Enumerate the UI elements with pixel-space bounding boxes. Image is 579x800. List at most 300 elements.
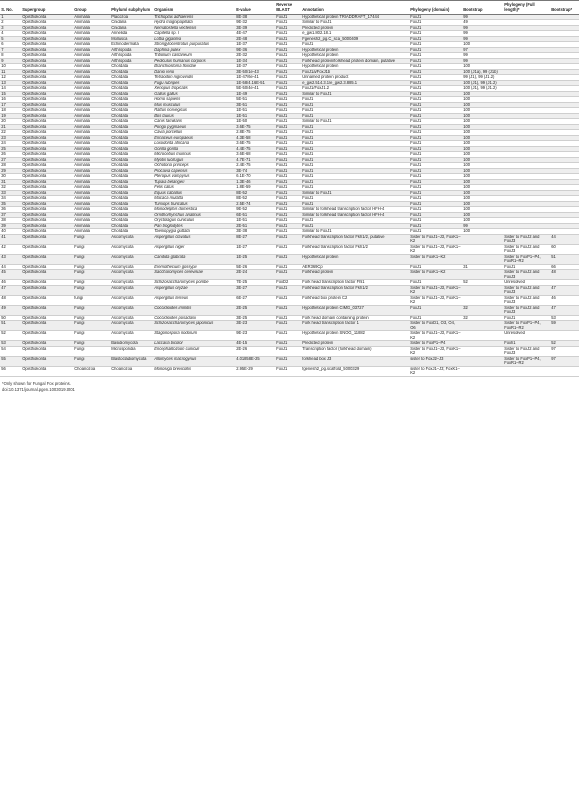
cell-organism: Taeniopygia guttata bbox=[153, 229, 235, 235]
cell-phylogeny-full: Sister to FoxJ2 and FoxJ3 bbox=[503, 244, 550, 254]
cell-reverse-blast: FoxJ1 bbox=[275, 119, 301, 125]
cell-reverse-blast: FoxJ1 bbox=[275, 108, 301, 114]
cell-sno: 9 bbox=[0, 58, 21, 64]
cell-evalue: 9E-36 bbox=[235, 47, 275, 53]
cell-sno: 36 bbox=[0, 207, 21, 213]
cell-organism: Schizosaccharomyces japonicus bbox=[153, 321, 235, 331]
cell-phylogeny-domain: FoxJ1 bbox=[409, 20, 462, 26]
header-group: Group bbox=[73, 1, 110, 15]
cell-bootstrap: 99 bbox=[462, 31, 503, 37]
cell-organism: Candida glabrata bbox=[153, 254, 235, 264]
cell-evalue: 3.6E-75 bbox=[235, 141, 275, 147]
cell-evalue: 9E-23 bbox=[235, 331, 275, 341]
cell-phylogeny-domain: FoxJ1 bbox=[409, 157, 462, 163]
cell-bootstrap bbox=[462, 321, 503, 331]
cell-evalue: 3E-74 bbox=[235, 168, 275, 174]
cell-annotation: FoxJ1 bbox=[301, 42, 409, 48]
cell-evalue: 1E-34 bbox=[235, 58, 275, 64]
cell-bootstrap-full: 46 bbox=[550, 295, 579, 305]
cell-annotation: FoxJ1 bbox=[301, 102, 409, 108]
cell-annotation: Similar to FoxJ1 bbox=[301, 91, 409, 97]
cell-phylum: Mollusca bbox=[110, 36, 153, 42]
cell-phylum: Chordata bbox=[110, 146, 153, 152]
cell-supergroup: Opisthokonta bbox=[21, 331, 73, 341]
cell-evalue: 3E-27 bbox=[235, 285, 275, 295]
cell-bootstrap-full: 47 bbox=[550, 285, 579, 295]
cell-phylogeny-full bbox=[503, 366, 550, 376]
cell-annotation: e_gw1.802.18.1 bbox=[301, 31, 409, 37]
cell-supergroup: Opisthokonta bbox=[21, 47, 73, 53]
cell-evalue: 2.4E-75 bbox=[235, 163, 275, 169]
cell-phylogeny-domain: Sister to FoxP1–P4 bbox=[409, 341, 462, 347]
cell-supergroup: Opisthokonta bbox=[21, 218, 73, 224]
cell-sno: 4 bbox=[0, 31, 21, 37]
cell-group: Animalia bbox=[73, 185, 110, 191]
cell-group: Animalia bbox=[73, 196, 110, 202]
cell-sno: 30 bbox=[0, 174, 21, 180]
cell-organism: Lottia gigantea bbox=[153, 36, 235, 42]
cell-phylum: Ascomycota bbox=[110, 285, 153, 295]
cell-supergroup: Opisthokonta bbox=[21, 53, 73, 59]
cell-sno: 23 bbox=[0, 135, 21, 141]
cell-group: Animalia bbox=[73, 14, 110, 20]
cell-annotation: Fork head transcription factor 1 bbox=[301, 321, 409, 331]
cell-supergroup: Opisthokonta bbox=[21, 346, 73, 356]
cell-group: Animalia bbox=[73, 36, 110, 42]
cell-supergroup: Opisthokonta bbox=[21, 97, 73, 103]
cell-sno: 56 bbox=[0, 366, 21, 376]
table-row bbox=[0, 295, 579, 305]
cell-phylum: Chordata bbox=[110, 163, 153, 169]
cell-phylum: Chordata bbox=[110, 108, 153, 114]
cell-organism: Daphnia pulex bbox=[153, 47, 235, 53]
cell-phylum: Chordata bbox=[110, 130, 153, 136]
cell-evalue: 4.7E-71 bbox=[235, 157, 275, 163]
table-row bbox=[0, 321, 579, 331]
cell-reverse-blast: FoxJ1 bbox=[275, 124, 301, 130]
cell-bootstrap-full: 52 bbox=[550, 341, 579, 347]
cell-supergroup: Opisthokonta bbox=[21, 31, 73, 37]
cell-phylogeny-domain: sister to FoxJ1–J3; FoxK1–K2 bbox=[409, 366, 462, 376]
cell-sno: 32 bbox=[0, 185, 21, 191]
cell-organism: Aspergillus terreus bbox=[153, 295, 235, 305]
cell-reverse-blast: FoxJ1 bbox=[275, 295, 301, 305]
cell-supergroup: Opisthokonta bbox=[21, 295, 73, 305]
cell-supergroup: Opisthokonta bbox=[21, 163, 73, 169]
cell-supergroup: Opisthokonta bbox=[21, 356, 73, 366]
cell-sno: 41 bbox=[0, 234, 21, 244]
cell-organism: Allomyces macrogynus bbox=[153, 356, 235, 366]
cell-phylogeny-full: Sister to FoxJ2 and FoxJ3 bbox=[503, 270, 550, 280]
cell-bootstrap: 100 bbox=[462, 124, 503, 130]
cell-supergroup: Opisthokonta bbox=[21, 190, 73, 196]
cell-phylogeny-domain: FoxJ1 bbox=[409, 102, 462, 108]
cell-phylum: Ascomycota bbox=[110, 234, 153, 244]
cell-sno: 31 bbox=[0, 179, 21, 185]
cell-group: Animalia bbox=[73, 146, 110, 152]
cell-annotation: FoxJ1 bbox=[301, 185, 409, 191]
cell-annotation: FoxJ1 bbox=[301, 168, 409, 174]
cell-supergroup: Opisthokonta bbox=[21, 168, 73, 174]
header-organism: Organism bbox=[153, 1, 235, 15]
cell-reverse-blast: FoxJ1 bbox=[275, 58, 301, 64]
cell-annotation: AER369Cp bbox=[301, 264, 409, 270]
cell-phylogeny-domain: FoxJ1 bbox=[409, 97, 462, 103]
cell-phylogeny-full: Sister to FoxJ2 and FoxJ3 bbox=[503, 285, 550, 295]
cell-bootstrap: 99 (J1), 99 (J1.2) bbox=[462, 75, 503, 81]
cell-organism: Felis catus bbox=[153, 185, 235, 191]
cell-phylogeny-domain: FoxJ1 bbox=[409, 146, 462, 152]
cell-phylogeny-domain: Sister to FoxJ1–J3, FoxK1–K2 bbox=[410, 295, 461, 304]
cell-organism: Trichoplax adhaerens bbox=[153, 14, 235, 20]
cell-bootstrap-full: 53 bbox=[550, 315, 579, 321]
cell-phylogeny-domain: Sister to FoxJ1–J3, FoxK1–K2 bbox=[410, 234, 461, 243]
cell-bootstrap: 100 bbox=[462, 97, 503, 103]
cell-sno: 16 bbox=[0, 97, 21, 103]
cell-evalue: 1E-47/6e-41 bbox=[235, 75, 275, 81]
cell-sno: 52 bbox=[0, 331, 21, 341]
cell-phylogeny-domain: FoxJ1 bbox=[409, 179, 462, 185]
cell-phylogeny-full: Sister to FoxP1–P4, FoxR1–R2 bbox=[503, 254, 550, 264]
cell-group: Fungi bbox=[73, 285, 110, 295]
cell-phylogeny-domain: FoxJ1 bbox=[409, 47, 462, 53]
cell-phylogeny-domain: FoxJ1 bbox=[409, 218, 462, 224]
table-body bbox=[0, 14, 579, 376]
cell-bootstrap: 99 bbox=[462, 223, 503, 229]
cell-reverse-blast: FoxJ1 bbox=[275, 264, 301, 270]
cell-evalue: 2.8E-75 bbox=[235, 130, 275, 136]
cell-bootstrap bbox=[462, 346, 503, 356]
cell-bootstrap: 100 bbox=[462, 168, 503, 174]
cell-sno: 29 bbox=[0, 168, 21, 174]
cell-annotation: Hypothetical protein bbox=[301, 53, 409, 59]
cell-reverse-blast: FoxJ1 bbox=[275, 135, 301, 141]
cell-annotation: FoxJ1 bbox=[301, 223, 409, 229]
header-supergroup: Supergroup bbox=[21, 1, 73, 15]
cell-phylum: Ascomycota bbox=[110, 305, 153, 315]
cell-annotation: Hypothetical protein TRIADDRAFT_17444 bbox=[301, 14, 409, 20]
cell-phylogeny-domain: FoxJ1 bbox=[409, 315, 462, 321]
cell-supergroup: Opisthokonta bbox=[21, 305, 73, 315]
cell-evalue: 5E-50/4e-41 bbox=[235, 86, 275, 92]
cell-organism: Pongo pygmaeus bbox=[153, 124, 235, 130]
cell-phylogeny-domain: FoxJ1 bbox=[409, 229, 462, 235]
cell-supergroup: Opisthokonta bbox=[21, 124, 73, 130]
cell-supergroup: Opisthokonta bbox=[21, 141, 73, 147]
cell-bootstrap: 100 bbox=[462, 135, 503, 141]
cell-reverse-blast: FoxJ1 bbox=[275, 113, 301, 119]
cell-bootstrap: 100 bbox=[462, 179, 503, 185]
cell-phylum: Chordata bbox=[110, 196, 153, 202]
cell-organism: Cavia porcellus bbox=[153, 130, 235, 136]
cell-annotation: FoxJ1a/FoxJ1b bbox=[301, 69, 409, 75]
cell-phylogeny-domain: FoxJ1 bbox=[409, 75, 462, 81]
cell-supergroup: Opisthokonta bbox=[21, 64, 73, 70]
cell-bootstrap: 99 bbox=[462, 36, 503, 42]
table-row bbox=[0, 270, 579, 280]
cell-annotation: Similar to FoxJ1 bbox=[301, 229, 409, 235]
header-reverse-blast: Reverse BLAST bbox=[275, 1, 301, 15]
cell-group: Fungi bbox=[73, 244, 110, 254]
cell-phylum: Chordata bbox=[110, 97, 153, 103]
cell-bootstrap-full: 44 bbox=[550, 234, 579, 244]
cell-phylogeny-domain: FoxJ1 bbox=[409, 141, 462, 147]
header-bootstrap-full: Bootstrap* bbox=[550, 1, 579, 15]
cell-reverse-blast: FoxJ1 bbox=[275, 64, 301, 70]
cell-supergroup: Opisthokonta bbox=[21, 42, 73, 48]
cell-reverse-blast: FoxJ1 bbox=[275, 356, 301, 366]
table-row bbox=[0, 234, 579, 244]
cell-reverse-blast: FoxJ1 bbox=[275, 25, 301, 31]
cell-organism: Ochotona princeps bbox=[153, 163, 235, 169]
cell-annotation: Similar to FoxJ1 bbox=[301, 20, 409, 26]
cell-phylogeny-domain: FoxJ1 bbox=[409, 42, 462, 48]
cell-group: Animalia bbox=[73, 42, 110, 48]
cell-phylum: Ascomycota bbox=[110, 244, 153, 254]
cell-evalue: 3E-23 bbox=[235, 321, 275, 331]
cell-phylum: Ascomycota bbox=[110, 264, 153, 270]
cell-bootstrap: 49 bbox=[462, 20, 503, 26]
cell-sno: 45 bbox=[0, 270, 21, 280]
cell-phylogeny-domain: Sister to FoxD1, O3, O4, O6 bbox=[409, 321, 462, 331]
cell-phylum: Chordata bbox=[110, 113, 153, 119]
cell-annotation: Forkhead protein/forkhead protein domain, putative bbox=[301, 58, 409, 64]
header-annotation: Annotation bbox=[301, 1, 409, 15]
cell-reverse-blast: FoxJ1 bbox=[275, 163, 301, 169]
cell-phylum: Chordata bbox=[110, 86, 153, 92]
cell-phylum: Echinodermata bbox=[110, 42, 153, 48]
cell-phylogeny-domain: FoxJ1 bbox=[409, 119, 462, 125]
cell-annotation: Hypothetical protein SNOG_11882 bbox=[301, 331, 409, 341]
cell-organism: Laccaria bicolor bbox=[153, 341, 235, 347]
cell-group: Animalia bbox=[73, 157, 110, 163]
cell-phylogeny-domain: FoxJ1 bbox=[409, 305, 462, 315]
cell-bootstrap-full: 66 bbox=[550, 264, 579, 270]
header-sno: S. No. bbox=[0, 1, 21, 15]
cell-phylogeny-domain: FoxJ1 bbox=[409, 124, 462, 130]
cell-phylogeny-domain: FoxJ1 bbox=[409, 168, 462, 174]
cell-phylum: Ascomycota bbox=[110, 280, 153, 286]
cell-reverse-blast: FoxJ1 bbox=[275, 168, 301, 174]
cell-group: Fungi bbox=[73, 254, 110, 264]
cell-group: Animalia bbox=[73, 80, 110, 86]
cell-evalue: 4.3E-58 bbox=[235, 135, 275, 141]
cell-organism: Coccidioides posadasii bbox=[153, 315, 235, 321]
cell-group: Fungi bbox=[73, 270, 110, 280]
cell-evalue: 3E-39 bbox=[235, 25, 275, 31]
cell-reverse-blast: FoxJ1 bbox=[275, 97, 301, 103]
cell-sno: 50 bbox=[0, 315, 21, 321]
cell-evalue: 8E-27 bbox=[235, 234, 275, 244]
cell-bootstrap: 100 (J1), 99 (J1.2) bbox=[462, 86, 503, 92]
cell-evalue: 2E-26 bbox=[235, 346, 275, 356]
cell-annotation: Forkhead transcription factor Fkh1/2, putative bbox=[301, 234, 409, 244]
cell-organism: Tupaia belangeri bbox=[153, 179, 235, 185]
cell-evalue: 4.01858E-25 bbox=[235, 356, 275, 366]
cell-phylogeny-domain: FoxJ1 bbox=[409, 91, 462, 97]
cell-evalue: 1E-58/4.16E-51 bbox=[235, 80, 275, 86]
cell-sno: 12 bbox=[0, 75, 21, 81]
cell-organism: Homo sapiens bbox=[153, 97, 235, 103]
cell-sno: 2 bbox=[0, 20, 21, 26]
cell-sno: 24 bbox=[0, 141, 21, 147]
cell-supergroup: Opisthokonta bbox=[21, 113, 73, 119]
cell-group: Animalia bbox=[73, 113, 110, 119]
cell-phylum: Chordata bbox=[110, 91, 153, 97]
cell-evalue: 3.6E-75 bbox=[235, 124, 275, 130]
cell-group: Animalia bbox=[73, 53, 110, 59]
cell-organism: Xenopus tropicalis bbox=[153, 86, 235, 92]
cell-phylogeny-domain: Sister to FoxJ1–J3, FoxK1–K2 bbox=[410, 330, 461, 340]
cell-sno: 22 bbox=[0, 130, 21, 136]
cell-phylum: Chordata bbox=[110, 207, 153, 213]
cell-sno: 25 bbox=[0, 146, 21, 152]
cell-phylum: Chordata bbox=[110, 185, 153, 191]
cell-bootstrap-full: 47 bbox=[550, 305, 579, 315]
cell-organism: Eremothecium gossypii bbox=[153, 264, 235, 270]
cell-bootstrap-full: 48 bbox=[550, 270, 579, 280]
cell-bootstrap: 32 bbox=[462, 305, 503, 315]
cell-annotation: e_gw2.514.3.1/e_gw2.3.885.1 bbox=[301, 80, 409, 86]
cell-phylogeny-domain: FoxJ1 bbox=[409, 130, 462, 136]
cell-organism: Aspergillus clavatus bbox=[153, 234, 235, 244]
cell-evalue: 3E-50/1e-43 bbox=[235, 69, 275, 75]
cell-supergroup: Opisthokonta bbox=[21, 130, 73, 136]
cell-group: Animalia bbox=[73, 174, 110, 180]
cell-annotation: FoxJ1 bbox=[301, 146, 409, 152]
cell-group: Animalia bbox=[73, 124, 110, 130]
cell-phylum: Annelida bbox=[110, 31, 153, 37]
cell-bootstrap bbox=[462, 234, 503, 244]
footnote: *Only shown for Fungal Fox proteins. bbox=[2, 380, 71, 386]
cell-evalue: 8E-52 bbox=[235, 196, 275, 202]
cell-reverse-blast: FoxJ1 bbox=[275, 244, 301, 254]
cell-group: Fungi bbox=[73, 346, 110, 356]
cell-bootstrap: 100 bbox=[462, 196, 503, 202]
cell-bootstrap bbox=[462, 244, 503, 254]
cell-annotation: fgenesh2_pg.scaffold_5000329 bbox=[301, 366, 409, 376]
cell-phylum: Placozoa bbox=[110, 14, 153, 20]
cell-organism: Pediculus humanus corporis bbox=[153, 58, 235, 64]
cell-sno: 10 bbox=[0, 64, 21, 70]
cell-supergroup: Opisthokonta bbox=[21, 285, 73, 295]
cell-reverse-blast: FoxJ1 bbox=[275, 201, 301, 207]
cell-sno: 48 bbox=[0, 295, 21, 305]
cell-group: Animalia bbox=[73, 75, 110, 81]
cell-group: Animalia bbox=[73, 168, 110, 174]
cell-phylogeny-full: Sister to FoxP1–P4, FoxR1–R2 bbox=[503, 321, 550, 331]
cell-evalue: 9E-32 bbox=[235, 20, 275, 26]
cell-bootstrap: 100 bbox=[462, 185, 503, 191]
cell-evalue: 8E-38 bbox=[235, 14, 275, 20]
cell-sno: 6 bbox=[0, 42, 21, 48]
cell-evalue: 1E-51 bbox=[235, 113, 275, 119]
cell-reverse-blast: FoxJ1 bbox=[275, 42, 301, 48]
cell-sno: 33 bbox=[0, 190, 21, 196]
cell-reverse-blast: FoxJ1 bbox=[275, 69, 301, 75]
cell-organism: Pteropus vampyrus bbox=[153, 174, 235, 180]
cell-annotation: Similar to FoxJ1 bbox=[301, 119, 409, 125]
cell-phylum: Chordata bbox=[110, 157, 153, 163]
cell-annotation: FoxJ1 bbox=[301, 174, 409, 180]
cell-phylogeny-domain: FoxJ1 bbox=[409, 190, 462, 196]
cell-reverse-blast: FoxJ1 bbox=[275, 36, 301, 42]
cell-annotation: FoxJ1 bbox=[301, 201, 409, 207]
cell-supergroup: Opisthokonta bbox=[21, 264, 73, 270]
cell-supergroup: Opisthokonta bbox=[21, 91, 73, 97]
table-row bbox=[0, 331, 579, 341]
cell-supergroup: Opisthokonta bbox=[21, 174, 73, 180]
cell-phylum: Chordata bbox=[110, 201, 153, 207]
cell-group: Fungi bbox=[73, 280, 110, 286]
cell-phylum: Ascomycota bbox=[110, 331, 153, 341]
cell-phylum: Chordata bbox=[110, 64, 153, 70]
cell-supergroup: Opisthokonta bbox=[21, 157, 73, 163]
cell-sno: 37 bbox=[0, 212, 21, 218]
cell-bootstrap: 100 bbox=[462, 42, 503, 48]
cell-organism: Tursiops truncatus bbox=[153, 201, 235, 207]
cell-sno: 43 bbox=[0, 254, 21, 264]
cell-evalue: 1E-37 bbox=[235, 64, 275, 70]
cell-phylogeny-domain: FoxJ1 bbox=[409, 185, 462, 191]
cell-organism: Oryctolagus cuniculus bbox=[153, 218, 235, 224]
cell-evalue: 2.95E-29 bbox=[235, 366, 275, 376]
cell-organism: Mus musculus bbox=[153, 102, 235, 108]
cell-annotation: Fgenesh2_pg.C_sca_5000409 bbox=[301, 36, 409, 42]
cell-phylum: Arthropoda bbox=[110, 47, 153, 53]
cell-phylum: Arthropoda bbox=[110, 53, 153, 59]
cell-evalue: 4E-47 bbox=[235, 31, 275, 37]
cell-sno: 7 bbox=[0, 47, 21, 53]
cell-reverse-blast: FoxJ1 bbox=[275, 254, 301, 264]
cell-reverse-blast: FoxJ1 bbox=[275, 331, 301, 341]
cell-phylogeny-domain: FoxJ1 bbox=[409, 201, 462, 207]
cell-sno: 53 bbox=[0, 341, 21, 347]
cell-evalue: 6E-27 bbox=[235, 295, 275, 305]
cell-phylum: Chordata bbox=[110, 190, 153, 196]
cell-evalue: 2E-24 bbox=[235, 270, 275, 280]
cell-annotation: Transcription factor (forkhead domain) bbox=[301, 346, 409, 356]
cell-reverse-blast: FoxJ1 bbox=[275, 218, 301, 224]
cell-phylogeny-full: FoxJ1 bbox=[503, 264, 550, 270]
cell-evalue: 6.1E-70 bbox=[235, 174, 275, 180]
cell-sno: 21 bbox=[0, 124, 21, 130]
table-row bbox=[0, 305, 579, 315]
cell-bootstrap: 99 bbox=[462, 25, 503, 31]
cell-reverse-blast: FoxJ1 bbox=[275, 86, 301, 92]
table-row bbox=[0, 366, 579, 376]
cell-sno: 44 bbox=[0, 264, 21, 270]
table-row bbox=[0, 346, 579, 356]
cell-group: Animalia bbox=[73, 218, 110, 224]
cell-supergroup: Opisthokonta bbox=[21, 80, 73, 86]
cell-supergroup: Opisthokonta bbox=[21, 254, 73, 264]
cell-reverse-blast: FoxD2 bbox=[275, 280, 301, 286]
doi-note: doi:10.1371/journal.pgen.1003019.t001 bbox=[2, 386, 75, 392]
cell-phylogeny-full: FoxJ1 bbox=[503, 315, 550, 321]
cell-bootstrap: 100 bbox=[462, 201, 503, 207]
cell-sno: 1 bbox=[0, 14, 21, 20]
cell-reverse-blast: FoxJ1 bbox=[275, 207, 301, 213]
table-row bbox=[0, 244, 579, 254]
cell-phylogeny-domain: FoxJ1 bbox=[409, 223, 462, 229]
cell-bootstrap: 100 bbox=[462, 146, 503, 152]
cell-reverse-blast: FoxJ1 bbox=[275, 102, 301, 108]
cell-phylum: Chordata bbox=[110, 135, 153, 141]
cell-evalue: 8E-52 bbox=[235, 190, 275, 196]
cell-phylum: Arthropoda bbox=[110, 58, 153, 64]
cell-organism: Pan troglodytes bbox=[153, 223, 235, 229]
